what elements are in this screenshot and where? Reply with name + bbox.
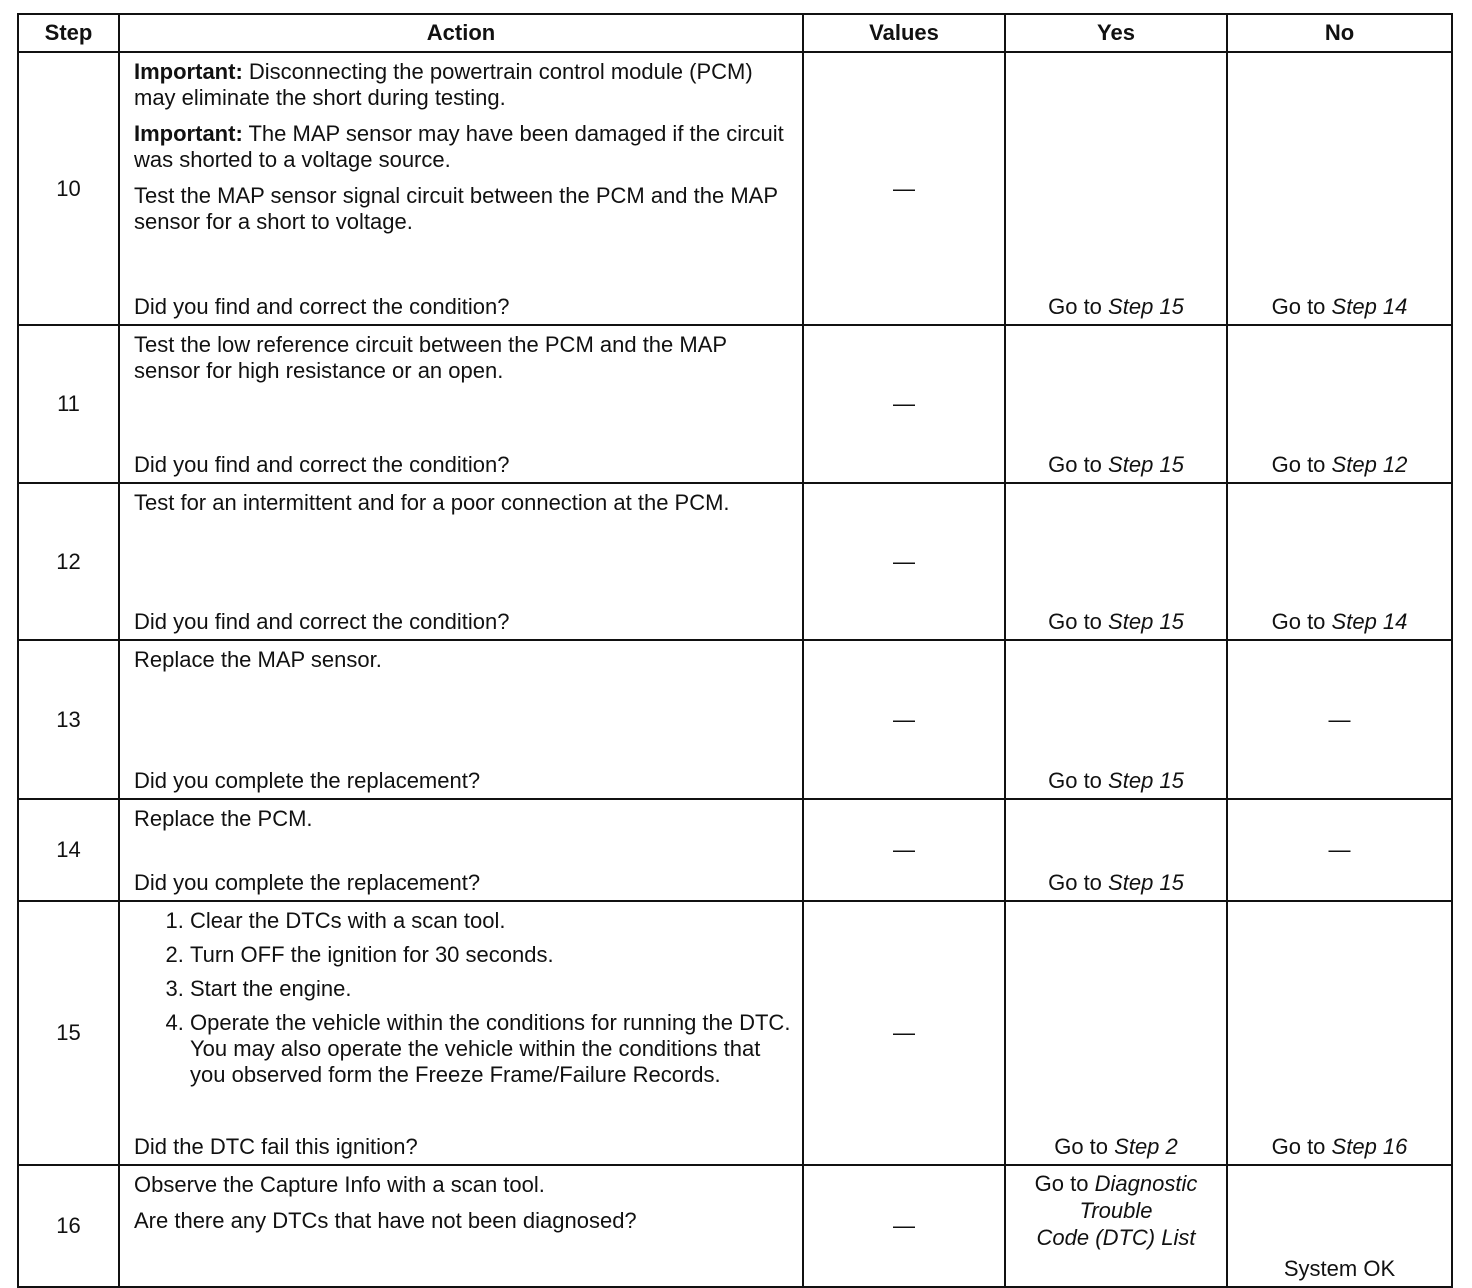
- values-cell: [803, 325, 1005, 483]
- no-step-link: Step 14: [1331, 294, 1408, 319]
- yes-step-link: Step 15: [1108, 870, 1184, 895]
- yes-cell: Go to Step 15: [1005, 52, 1227, 325]
- dash: —: [893, 548, 915, 574]
- yes-cell: Go to Step 2: [1005, 901, 1227, 1165]
- system-ok-text: System OK: [1283, 1256, 1396, 1281]
- step-number: 12: [18, 483, 119, 640]
- table-row: [18, 325, 1452, 483]
- yes-step-link: Step 15: [1108, 609, 1184, 634]
- action-cell: [119, 799, 803, 901]
- header-row: [18, 14, 1452, 52]
- procedure-list: [134, 908, 792, 1096]
- table-row: [18, 799, 1452, 901]
- dash: —: [1328, 706, 1351, 732]
- table-row: [18, 1165, 1452, 1287]
- instruction-text: Replace the MAP sensor.: [134, 647, 382, 672]
- action-cell: [119, 901, 803, 1165]
- step-number: 13: [18, 640, 119, 799]
- question-text: Did you find and correct the condition?: [134, 452, 510, 477]
- action-cell: [119, 483, 803, 640]
- step-number: 14: [18, 799, 119, 901]
- no-cell: Go to Step 14: [1227, 52, 1452, 325]
- step-number: 11: [18, 325, 119, 483]
- step-number: 15: [18, 901, 119, 1165]
- question-text: Did you complete the replacement?: [134, 870, 481, 895]
- question-text: Did you complete the replacement?: [134, 768, 481, 793]
- dash: —: [893, 837, 915, 862]
- yes-cell: Go to Diagnostic Trouble Code (DTC) List: [1005, 1165, 1227, 1287]
- values-cell: [803, 52, 1005, 325]
- yes-step-link: Step 15: [1108, 768, 1184, 793]
- yes-cell: Go to Step 15: [1005, 799, 1227, 901]
- list-item: 3. Start the engine.: [190, 976, 792, 1002]
- yes-cell: Go to Step 15: [1005, 325, 1227, 483]
- instruction-text: Test the MAP sensor signal circuit between the PCM and the MAP sensor for a short to voltage.: [134, 183, 778, 234]
- no-step-link: Step 16: [1331, 1134, 1408, 1159]
- table-row: [18, 52, 1452, 325]
- instruction-text: Observe the Capture Info with a scan tool.: [134, 1172, 545, 1197]
- action-cell: [119, 1165, 803, 1287]
- dash: —: [893, 1213, 915, 1238]
- header-values: Values: [803, 14, 1005, 52]
- values-cell: [803, 799, 1005, 901]
- diagnostic-table: [17, 13, 1453, 1288]
- dash: —: [1328, 837, 1351, 862]
- list-item: 1. Clear the DTCs with a scan tool.: [190, 908, 792, 934]
- action-cell: [119, 325, 803, 483]
- no-cell: Go to Step 14: [1227, 483, 1452, 640]
- step-number: 16: [18, 1165, 119, 1287]
- header-step: Step: [18, 14, 119, 52]
- no-step-link: Step 14: [1331, 609, 1408, 634]
- question-text: Did the DTC fail this ignition?: [134, 1134, 418, 1159]
- values-cell: [803, 1165, 1005, 1287]
- question-text: Are there any DTCs that have not been diagnosed?: [134, 1208, 637, 1233]
- yes-step-link: Step 15: [1108, 452, 1184, 477]
- yes-cell: Go to Step 15: [1005, 640, 1227, 799]
- header-yes: Yes: [1005, 14, 1227, 52]
- action-cell: [119, 52, 803, 325]
- action-cell: [119, 640, 803, 799]
- values-cell: [803, 483, 1005, 640]
- dtc-list-link: Diagnostic: [1094, 1171, 1198, 1196]
- dash: —: [893, 706, 915, 732]
- no-cell: Go to Step 16: [1227, 901, 1452, 1165]
- important-note: Important: The MAP sensor may have been damaged if the circuit was shorted to a voltage source.: [134, 121, 784, 172]
- dash: —: [893, 391, 915, 416]
- no-cell: [1227, 1165, 1452, 1287]
- step-number: 10: [18, 52, 119, 325]
- yes-step-link: Step 15: [1108, 294, 1184, 319]
- list-item: 4. Operate the vehicle within the conditions for running the DTC. You may also operate the vehicle within the conditions that you observed form the Freeze Frame/Failure Records.: [190, 1010, 792, 1088]
- instruction-text: Replace the PCM.: [134, 806, 313, 831]
- no-cell: [1227, 640, 1452, 799]
- instruction-text: Test for an intermittent and for a poor connection at the PCM.: [134, 490, 730, 515]
- question-text: Did you find and correct the condition?: [134, 294, 510, 319]
- question-text: Did you find and correct the condition?: [134, 609, 510, 634]
- table-row: [18, 901, 1452, 1165]
- instruction-text: Test the low reference circuit between the PCM and the MAP sensor for high resistance or an open.: [134, 332, 727, 383]
- header-no: No: [1227, 14, 1452, 52]
- table-row: [18, 483, 1452, 640]
- yes-step-link: Step 2: [1114, 1134, 1178, 1159]
- values-cell: [803, 640, 1005, 799]
- no-cell: Go to Step 12: [1227, 325, 1452, 483]
- important-note: Important: Disconnecting the powertrain control module (PCM) may eliminate the short during testing.: [134, 59, 753, 110]
- values-cell: [803, 901, 1005, 1165]
- dash: —: [893, 175, 915, 201]
- no-step-link: Step 12: [1331, 452, 1408, 477]
- yes-cell: Go to Step 15: [1005, 483, 1227, 640]
- no-cell: [1227, 799, 1452, 901]
- header-action: Action: [119, 14, 803, 52]
- table-row: [18, 640, 1452, 799]
- list-item: 2. Turn OFF the ignition for 30 seconds.: [190, 942, 792, 968]
- dash: —: [893, 1020, 915, 1045]
